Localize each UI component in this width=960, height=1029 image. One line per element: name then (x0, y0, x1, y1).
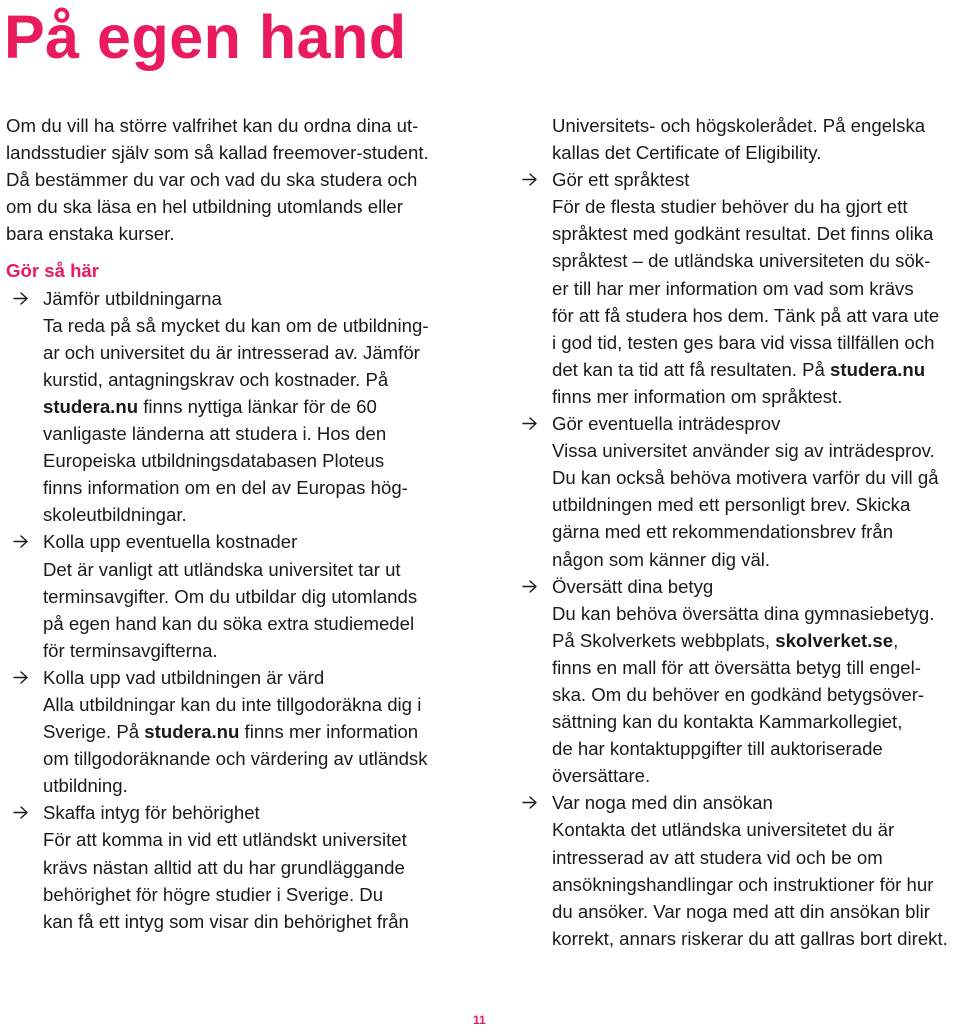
step-body-line: finns information om en del av Europas hög- (43, 477, 408, 499)
intro-line: bara enstaka kurser. (6, 223, 175, 245)
step-body-line: behörighet för högre studier i Sverige. Du (43, 883, 384, 905)
bold-link-text: studera.nu (830, 358, 926, 380)
arrow-right-icon (521, 789, 539, 816)
step-body-line: studera.nu finns nyttiga länkar för de 60 (43, 395, 377, 417)
arrow-right-icon (521, 166, 539, 193)
intro-line: Då bestämmer du var och vad du ska studera och (6, 169, 418, 191)
step-title: Gör ett språktest (552, 169, 690, 191)
arrow-right-icon (521, 573, 539, 600)
continuation-line: kallas det Certificate of Eligibility. (552, 142, 822, 164)
intro-paragraph (6, 112, 468, 247)
step-body-line: Europeiska utbildningsdatabasen Ploteus (43, 450, 385, 472)
step-body-line: Ta reda på så mycket du kan om de utbildning- (43, 314, 429, 336)
step-title: Gör eventuella inträdesprov (552, 413, 781, 435)
step-body-line: korrekt, annars riskerar du att gallras bort direkt. (552, 927, 948, 949)
step-body-line: skoleutbildningar. (43, 504, 187, 526)
step-body-line: ska. Om du behöver en godkänd betygsöver- (552, 683, 925, 705)
section-heading: Gör så här (6, 260, 100, 282)
step-body-line: utbildningen med ett personligt brev. Skicka (552, 494, 911, 516)
right-column (515, 112, 960, 952)
step-body-line: kurstid, antagningskrav och kostnader. På (43, 368, 389, 390)
step-body-line: på egen hand kan du söka extra studiemedel (43, 612, 415, 634)
step-title: Skaffa intyg för behörighet (43, 802, 260, 824)
step-body-line: terminsavgifter. Om du utbildar dig utomlands (43, 585, 418, 607)
intro-line: Om du vill ha större valfrihet kan du ordna dina ut- (6, 115, 419, 136)
step-body-line: Alla utbildningar kan du inte tillgodoräkna dig i (43, 693, 422, 715)
step-item (6, 285, 468, 529)
arrow-right-icon (12, 285, 30, 312)
step-body-line: vanligaste länderna att studera i. Hos den (43, 423, 387, 445)
step-item (515, 166, 960, 410)
step-body-line: sättning kan du kontakta Kammarkollegiet, (552, 711, 903, 733)
step-title: Översätt dina betyg (552, 575, 714, 597)
step-body-line: er till har mer information om vad som krävs (552, 277, 914, 299)
step-body-line: för terminsavgifterna. (43, 639, 218, 661)
step-body-line: kan få ett intyg som visar din behörighet från (43, 910, 409, 932)
steps-list (515, 166, 960, 952)
step-body-line: krävs nästan alltid att du har grundläggande (43, 856, 405, 878)
step-body-line: Du kan behöva översätta dina gymnasiebetyg. (552, 602, 935, 624)
step-body-line: finns mer information om språktest. (552, 385, 843, 407)
step-body-line: Du kan också behöva motivera varför du vill gå (552, 467, 939, 489)
intro-line: landsstudier själv som så kallad freemover-student. (6, 142, 429, 164)
intro-line: om du ska läsa en hel utbildning utomlands eller (6, 196, 403, 218)
arrow-right-icon (12, 664, 30, 691)
step-title: Jämför utbildningarna (43, 287, 222, 309)
step-body-line: På Skolverkets webbplats, skolverket.se, (552, 629, 899, 651)
step-title: Kolla upp vad utbildningen är värd (43, 666, 325, 688)
page-title: På egen hand (4, 3, 407, 71)
step-body-line: utbildning. (43, 775, 128, 797)
bold-link-text: studera.nu (144, 721, 240, 743)
step-body-line: översättare. (552, 765, 651, 787)
step-body-line: du ansöker. Var noga med att din ansökan blir (552, 900, 930, 922)
arrow-right-icon (12, 528, 30, 555)
step-title: Kolla upp eventuella kostnader (43, 531, 298, 553)
step-body-line: ansökningshandlingar och instruktioner för hur (552, 873, 934, 895)
step-body-line: intresserad av att studera vid och be om (552, 846, 883, 868)
step-body-line: för att få studera hos dem. Tänk på att vara ute (552, 304, 940, 326)
step-body-line: Kontakta det utländska universitetet du är (552, 819, 895, 841)
step-body-line: de har kontaktuppgifter till auktoriserade (552, 738, 883, 760)
steps-list (6, 285, 468, 935)
step-body-line: språktest – de utländska universiteten du sök- (552, 250, 931, 272)
step-body-line: Vissa universitet använder sig av inträdesprov. (552, 440, 935, 462)
step-body-line: För att komma in vid ett utländskt universitet (43, 829, 407, 851)
continuation-text (515, 112, 960, 166)
step-title: Var noga med din ansökan (552, 792, 773, 814)
step-item (6, 528, 468, 663)
step-body-line: För de flesta studier behöver du ha gjort ett (552, 196, 908, 218)
step-item (6, 799, 468, 934)
step-item (6, 664, 468, 799)
left-column (6, 112, 468, 935)
arrow-right-icon (521, 410, 539, 437)
step-body-line: Det är vanligt att utländska universitet tar ut (43, 558, 401, 580)
continuation-line: Universitets- och högskolerådet. På engelska (552, 115, 926, 136)
page-number: 11 (473, 1013, 486, 1027)
bold-link-text: skolverket.se (775, 629, 894, 651)
step-body-line: det kan ta tid att få resultaten. På studera.nu (552, 358, 926, 380)
bold-link-text: studera.nu (43, 395, 139, 417)
step-body-line: språktest med godkänt resultat. Det finns olika (552, 223, 934, 245)
step-item (515, 789, 960, 952)
step-body-line: finns en mall för att översätta betyg till engel- (552, 656, 921, 678)
step-body-line: i god tid, testen ges bara vid vissa tillfällen och (552, 331, 935, 353)
arrow-right-icon (12, 799, 30, 826)
step-item (515, 410, 960, 573)
step-item (515, 573, 960, 790)
step-body-line: om tillgodoräknande och värdering av utländsk (43, 748, 428, 770)
step-body-line: Sverige. På studera.nu finns mer information (43, 721, 419, 743)
step-body-line: någon som känner dig väl. (552, 548, 771, 570)
step-body-line: ar och universitet du är intresserad av. Jämför (43, 341, 420, 363)
step-body-line: gärna med ett rekommendationsbrev från (552, 521, 894, 543)
